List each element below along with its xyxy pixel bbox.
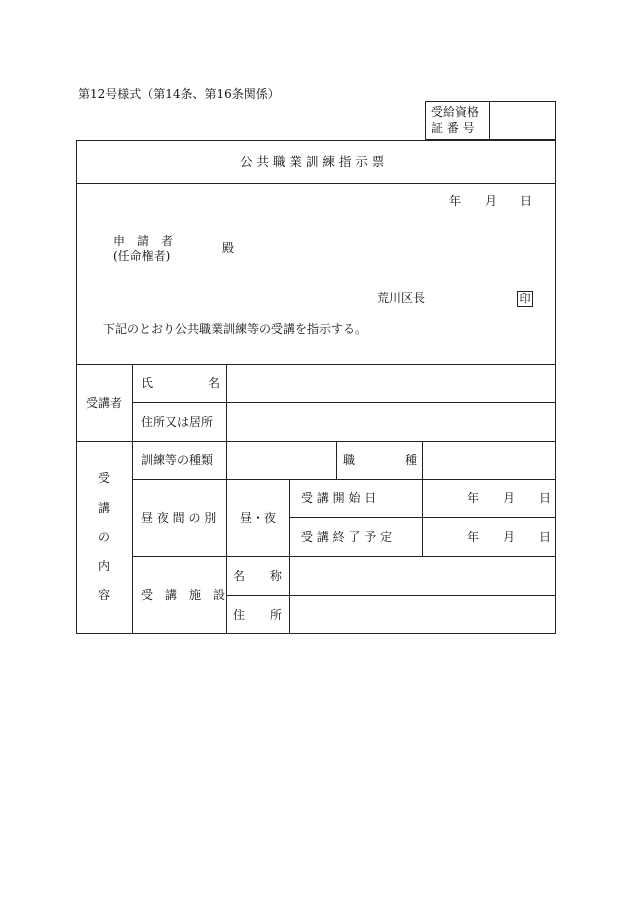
qualification-label: 受給資格: [431, 105, 480, 119]
start-year: 年: [467, 491, 480, 505]
form-title: 公 共 職 業 訓 練 指 示 票: [240, 154, 385, 169]
start-date-label: 受 講 開 始 日: [301, 491, 377, 505]
trainee-section-label: 受講者: [86, 396, 123, 410]
job-type-label-2: 種: [405, 453, 418, 467]
facility-name-label: 名: [233, 569, 246, 583]
content-section-label-char: 内: [98, 559, 111, 573]
instruction-text: 下記のとおり公共職業訓練等の受講を指示する。: [103, 322, 368, 336]
qualification-number-field[interactable]: [490, 102, 555, 139]
date-month: 月: [485, 194, 498, 208]
content-section-label-char: 受: [98, 471, 111, 485]
facility-address-label: 住: [233, 608, 246, 622]
address-label: 住所又は居所: [141, 415, 214, 429]
end-month: 月: [503, 530, 516, 544]
facility-name-label-2: 称: [270, 569, 283, 583]
end-date-label: 受 講 終 了 予 定: [301, 530, 393, 544]
issuer-name: 荒川区長: [377, 291, 426, 305]
job-type-label: 職: [343, 453, 356, 467]
start-month: 月: [503, 491, 516, 505]
applicant-label-sub: (任命権者): [113, 249, 171, 263]
facility-name-field[interactable]: [290, 557, 555, 594]
start-date-field[interactable]: [423, 480, 555, 516]
training-type-label: 訓練等の種類: [141, 453, 214, 467]
training-type-field[interactable]: [227, 442, 335, 478]
name-label: 氏: [141, 376, 154, 390]
content-section-label-char: の: [98, 530, 111, 544]
content-section-label-char: 講: [98, 501, 111, 515]
form-number: 第12号様式（第14条、第16条関係）: [78, 87, 280, 101]
end-year: 年: [467, 530, 480, 544]
facility-label: 受 講 施 設: [141, 588, 226, 602]
day-night-option[interactable]: 昼・夜: [240, 511, 277, 525]
end-date-field[interactable]: [423, 518, 555, 555]
qualification-label-2: 証 番 号: [431, 121, 475, 135]
end-day: 日: [539, 530, 552, 544]
date-year: 年: [449, 194, 462, 208]
content-section-label-char: 容: [98, 588, 111, 602]
applicant-honorific: 殿: [222, 241, 235, 255]
trainee-address-field[interactable]: [227, 403, 555, 441]
applicant-label: 申 請 者: [113, 234, 174, 248]
start-day: 日: [539, 491, 552, 505]
day-night-label: 昼 夜 間 の 別: [141, 511, 217, 525]
trainee-name-field[interactable]: [227, 365, 555, 401]
date-day: 日: [520, 194, 533, 208]
seal-mark: 印: [517, 291, 533, 307]
name-label-2: 名: [208, 376, 221, 390]
job-type-field[interactable]: [423, 442, 555, 478]
facility-address-field[interactable]: [290, 596, 555, 633]
facility-address-label-2: 所: [270, 608, 283, 622]
